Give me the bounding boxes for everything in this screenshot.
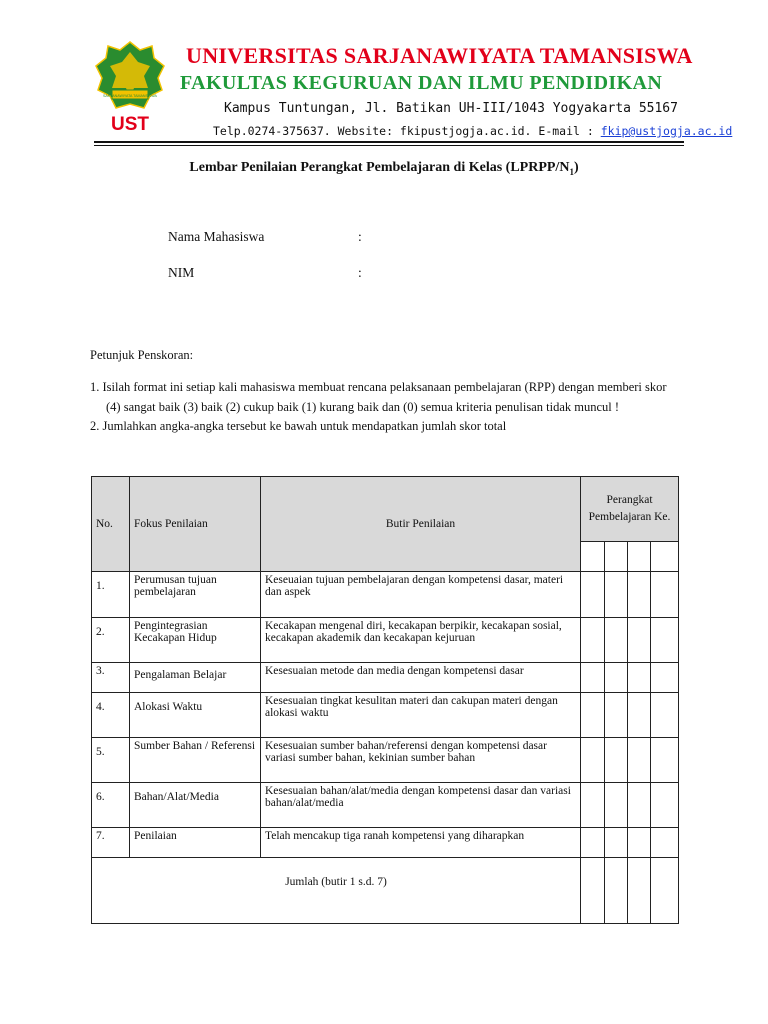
header-no: No. — [92, 477, 130, 572]
score-cell[interactable] — [628, 663, 651, 693]
row-no: 4. — [92, 693, 130, 738]
row-butir: Kesesuaian tingkat kesulitan materi dan cakupan materi dengan alokasi waktu — [261, 693, 581, 738]
score-cell[interactable] — [628, 783, 651, 828]
score-cell[interactable] — [581, 828, 605, 858]
row-no: 5. — [92, 738, 130, 783]
contact-line — [213, 124, 732, 138]
faculty-name: FAKULTAS KEGURUAN DAN ILMU PENDIDIKAN — [180, 72, 663, 94]
nim-field[interactable]: : — [358, 265, 362, 280]
perangkat-col-4 — [651, 542, 679, 572]
row-fokus: Bahan/Alat/Media — [130, 783, 261, 828]
instruction-1: 1. Isilah format ini setiap kali mahasiswa membuat rencana pelaksanaan pembelajaran (RPP) dengan memberi skor — [90, 380, 667, 394]
assessment-table — [91, 476, 679, 924]
row-no: 1. — [92, 572, 130, 618]
row-no: 3. — [92, 663, 130, 693]
total-cell[interactable] — [605, 858, 628, 924]
table-row — [92, 572, 679, 618]
university-logo — [94, 40, 166, 134]
score-cell[interactable] — [605, 572, 628, 618]
total-row — [92, 858, 679, 924]
row-butir: Kecakapan mengenal diri, kecakapan berpikir, kecakapan sosial, kecakapan akademik dan kecakapan kejuruan — [261, 618, 581, 663]
table-row — [92, 783, 679, 828]
row-no: 6. — [92, 783, 130, 828]
header-perangkat: Perangkat Pembelajaran Ke. — [581, 477, 679, 542]
score-cell[interactable] — [605, 663, 628, 693]
row-no: 2. — [92, 618, 130, 663]
score-cell[interactable] — [651, 783, 679, 828]
university-name: UNIVERSITAS SARJANAWIYATA TAMANSISWA — [186, 43, 693, 68]
perangkat-col-3 — [628, 542, 651, 572]
score-cell[interactable] — [581, 618, 605, 663]
nim-label: NIM — [168, 265, 195, 280]
score-cell[interactable] — [651, 663, 679, 693]
instructions-heading: Petunjuk Penskoran: — [90, 348, 194, 362]
score-cell[interactable] — [605, 738, 628, 783]
table-row — [92, 828, 679, 858]
row-fokus: Pengintegrasian Kecakapan Hidup — [130, 618, 261, 663]
row-no: 7. — [92, 828, 130, 858]
campus-address: Kampus Tuntungan, Jl. Batikan UH-III/1043 Yogyakarta 55167 — [224, 101, 678, 116]
instruction-1-cont: (4) sangat baik (3) baik (2) cukup baik (1) kurang baik dan (0) semua kriteria penulisan tidak muncul ! — [106, 400, 620, 414]
score-cell[interactable] — [605, 783, 628, 828]
row-fokus: Pengalaman Belajar — [130, 663, 261, 693]
email-link[interactable]: fkip@ustjogja.ac.id — [600, 124, 733, 138]
score-cell[interactable] — [651, 693, 679, 738]
row-butir: Kesesuaian metode dan media dengan kompetensi dasar — [261, 663, 581, 693]
table-row — [92, 618, 679, 663]
row-fokus: Perumusan tujuan pembelajaran — [130, 572, 261, 618]
row-fokus: Penilaian — [130, 828, 261, 858]
score-cell[interactable] — [628, 693, 651, 738]
table-row — [92, 663, 679, 693]
score-cell[interactable] — [628, 738, 651, 783]
score-cell[interactable] — [628, 572, 651, 618]
score-cell[interactable] — [628, 618, 651, 663]
document-title: Lembar Penilaian Perangkat Pembelajaran di Kelas $(LPRPP/N_1)$ — [189, 160, 579, 177]
score-cell[interactable] — [581, 738, 605, 783]
total-cell[interactable] — [651, 858, 679, 924]
score-cell[interactable] — [581, 693, 605, 738]
row-fokus: Sumber Bahan / Referensi — [130, 738, 261, 783]
total-label: Jumlah (butir 1 s.d. 7) — [92, 858, 581, 924]
table-row — [92, 693, 679, 738]
score-cell[interactable] — [651, 618, 679, 663]
row-butir: Kesesuaian bahan/alat/media dengan kompetensi dasar dan variasi bahan/alat/media — [261, 783, 581, 828]
score-cell[interactable] — [605, 693, 628, 738]
perangkat-col-1 — [581, 542, 605, 572]
total-cell[interactable] — [628, 858, 651, 924]
logo-banner: SARJANAWIYATA TAMANSISWA — [103, 94, 157, 98]
score-cell[interactable] — [651, 828, 679, 858]
row-butir: Kesesuaian sumber bahan/referensi dengan kompetensi dasar variasi sumber bahan, kekinian sumber bahan — [261, 738, 581, 783]
contact-info: Telp.0274-375637. Website: fkipustjogja.ac.id. E-mail : — [213, 124, 601, 138]
row-butir: Telah mencakup tiga ranah kompetensi yang diharapkan — [261, 828, 581, 858]
score-cell[interactable] — [605, 618, 628, 663]
score-cell[interactable] — [581, 572, 605, 618]
score-cell[interactable] — [628, 828, 651, 858]
row-fokus: Alokasi Waktu — [130, 693, 261, 738]
header-fokus: Fokus Penilaian — [130, 477, 261, 572]
perangkat-col-2 — [605, 542, 628, 572]
nama-mahasiswa-field[interactable]: : — [358, 229, 362, 244]
score-cell[interactable] — [651, 738, 679, 783]
score-cell[interactable] — [651, 572, 679, 618]
table-row — [92, 738, 679, 783]
header-divider — [94, 141, 684, 143]
instruction-2: 2. Jumlahkan angka-angka tersebut ke bawah untuk mendapatkan jumlah skor total — [90, 419, 507, 433]
row-butir: Keseuaian tujuan pembelajaran dengan kompetensi dasar, materi dan aspek — [261, 572, 581, 618]
logo-text: UST — [111, 114, 149, 134]
score-cell[interactable] — [605, 828, 628, 858]
score-cell[interactable] — [581, 663, 605, 693]
header-divider-thin — [94, 145, 684, 146]
total-cell[interactable] — [581, 858, 605, 924]
score-cell[interactable] — [581, 783, 605, 828]
header-butir: Butir Penilaian — [261, 477, 581, 572]
nama-mahasiswa-label: Nama Mahasiswa — [168, 229, 265, 244]
